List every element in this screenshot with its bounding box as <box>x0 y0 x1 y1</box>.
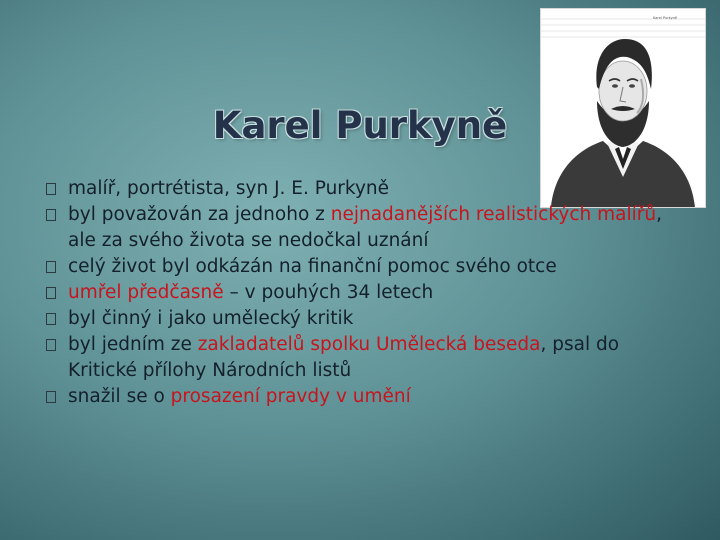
bullet-marker-icon <box>46 287 56 299</box>
bullet-marker-icon <box>46 391 56 403</box>
highlighted-text: zakladatelů spolku Umělecká beseda <box>197 334 541 355</box>
bullet-marker-icon <box>46 339 56 351</box>
bullet-item <box>46 384 686 410</box>
bullet-item <box>46 254 686 280</box>
bullet-text: byl považován za jednoho z <box>68 204 331 225</box>
bullet-text: , ale za svého života se nedočkal uznání <box>68 204 662 251</box>
bullet-text: celý život byl odkázán na finanční pomoc svého otce <box>68 256 557 277</box>
bullet-marker-icon <box>46 183 56 195</box>
highlighted-text: prosazení pravdy v umění <box>170 386 411 407</box>
bullet-item <box>46 176 686 202</box>
bullet-text: – v pouhých 34 letech <box>223 282 434 303</box>
slide-title: Karel Purkyně <box>212 104 508 147</box>
bullet-marker-icon <box>46 209 56 221</box>
highlighted-text: umřel předčasně <box>68 282 224 303</box>
highlighted-text: nejnadanějších realistických malířů <box>330 204 657 225</box>
bullet-item <box>46 280 686 306</box>
bullet-list <box>46 176 686 410</box>
bullet-text: malíř, portrétista, syn J. E. Purkyně <box>68 178 390 199</box>
bullet-marker-icon <box>46 313 56 325</box>
bullet-item <box>46 202 686 254</box>
bullet-text: byl činný i jako umělecký kritik <box>68 308 354 329</box>
bullet-text: snažil se o <box>68 386 171 407</box>
portrait-caption: Karel Purkyně <box>653 16 678 20</box>
bullet-item <box>46 332 686 384</box>
bullet-text: , psal do Kritické přílohy Národních listů <box>68 334 620 381</box>
bullet-marker-icon <box>46 261 56 273</box>
bullet-item <box>46 306 686 332</box>
bullet-text: byl jedním ze <box>68 334 198 355</box>
